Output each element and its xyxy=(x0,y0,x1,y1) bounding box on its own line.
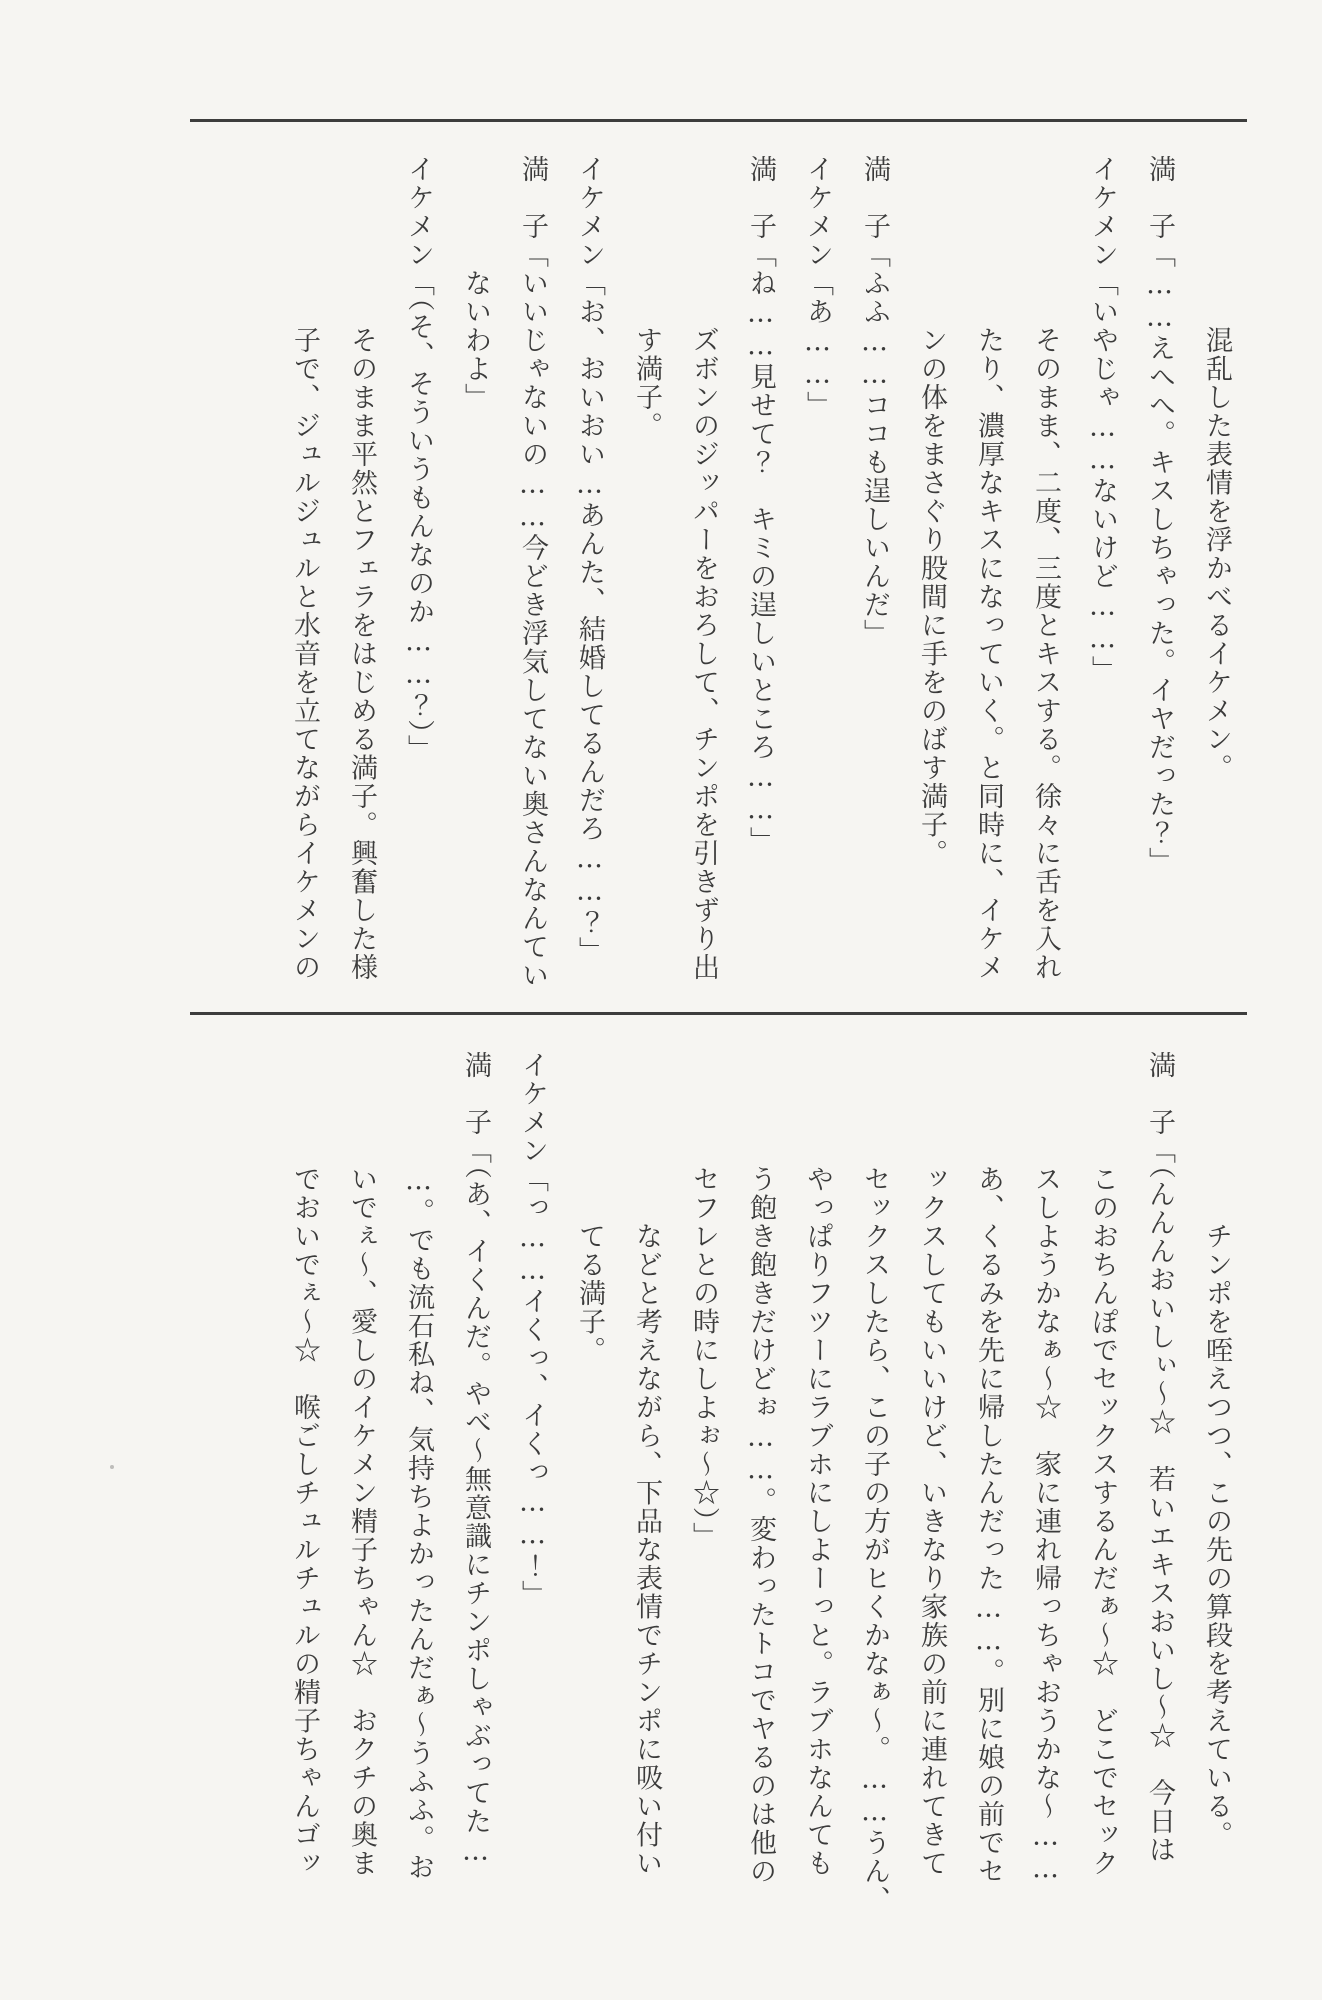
text-column-top-8: イケメン「あ……」 xyxy=(802,155,833,420)
text-column-top-11: す満子。 xyxy=(631,326,662,440)
text-column-top-5: たり、濃厚なキスになっていく。と同時に、イケメ xyxy=(973,326,1004,982)
text-column-top-16: そのまま平然とフェラをはじめる満子。興奮した様 xyxy=(346,326,377,982)
text-column-top-6: ンの体をまさぐり股間に手をのばす満子。 xyxy=(916,326,947,868)
text-column-top-9: 満 子「ね……見せて？ キミの逞しいところ……」 xyxy=(745,155,776,855)
text-column-top-10: ズボンのジッパーをおろして、チンポを引きずり出 xyxy=(688,326,719,982)
text-column-bottom-13: イケメン「っ……イくっ、イくっ……！」 xyxy=(517,1051,548,1609)
text-column-bottom-12: てる満子。 xyxy=(574,1222,605,1365)
text-column-top-13: 満 子「いいじゃないの……今どき浮気してない奥さんなんてい xyxy=(517,155,548,990)
text-column-top-17: 子で、ジュルジュルと水音を立てながらイケメンの xyxy=(289,326,320,982)
text-column-bottom-10: セフレとの時にしよぉ〜☆）」 xyxy=(688,1165,719,1551)
text-column-bottom-8: やっぱりフツーにラブホにしよーっと。ラブホなんても xyxy=(802,1165,833,1878)
text-column-bottom-1: チンポを咥えつつ、この先の算段を考えている。 xyxy=(1201,1222,1232,1849)
text-column-top-12: イケメン「お、おいおい…あんた、結婚してるんだろ……？」 xyxy=(574,155,605,965)
text-column-top-3: イケメン「いやじゃ……ないけど……」 xyxy=(1087,155,1118,684)
text-column-bottom-16: いでぇ〜、愛しのイケメン精子ちゃん☆ おクチの奥ま xyxy=(346,1165,377,1878)
text-column-bottom-7: セックスしたら、この子の方がヒくかなぁ〜。……うん、 xyxy=(859,1165,890,1914)
text-column-bottom-6: ックスしてもいいけど、いきなり家族の前に連れてきて xyxy=(916,1165,947,1878)
text-column-bottom-11: などと考えながら、下品な表情でチンポに吸い付い xyxy=(631,1222,662,1878)
text-column-top-2: 満 子「……えへへ。キスしちゃった。イヤだった？」 xyxy=(1144,155,1175,876)
text-column-bottom-14: 満 子「（あ、イくんだ。やべ〜無意識にチンポしゃぶってた… xyxy=(460,1051,491,1868)
text-column-top-14: ないわよ」 xyxy=(460,269,491,412)
scan-artifact-dot xyxy=(110,1465,114,1469)
script-section-top xyxy=(276,155,1245,995)
text-column-top-4: そのまま、二度、三度とキスする。徐々に舌を入れ xyxy=(1030,326,1061,982)
top-rule-divider xyxy=(190,119,1247,122)
text-column-bottom-4: スしようかなぁ〜☆ 家に連れ帰っちゃおうかな〜…… xyxy=(1030,1165,1061,1886)
script-section-bottom xyxy=(276,1051,1245,1914)
text-column-bottom-3: このおちんぽでセックスするんだぁ〜☆ どこでセック xyxy=(1087,1165,1118,1878)
text-column-top-7: 満 子「ふふ……ココも逞しいんだ」 xyxy=(859,155,890,648)
text-column-bottom-5: あ、くるみを先に帰したんだった……。別に娘の前でセ xyxy=(973,1165,1004,1886)
text-column-bottom-9: う飽き飽きだけどぉ……。変わったトコでヤるのは他の xyxy=(745,1165,776,1886)
text-column-bottom-15: …。でも流石私ね、気持ちよかったんだぁ〜うふふ。お xyxy=(403,1165,434,1882)
text-column-top-15: イケメン「（そ、そういうもんなのか……？）」 xyxy=(403,155,434,763)
text-column-bottom-17: でおいでぇ〜☆ 喉ごしチュルチュルの精子ちゃんゴッ xyxy=(289,1165,320,1878)
text-column-top-1: 混乱した表情を浮かべるイケメン。 xyxy=(1201,326,1232,782)
text-column-bottom-2: 満 子「（んんんおいしぃ〜☆ 若いエキスおいし〜☆ 今日は xyxy=(1144,1051,1175,1864)
middle-rule-divider xyxy=(190,1012,1247,1015)
